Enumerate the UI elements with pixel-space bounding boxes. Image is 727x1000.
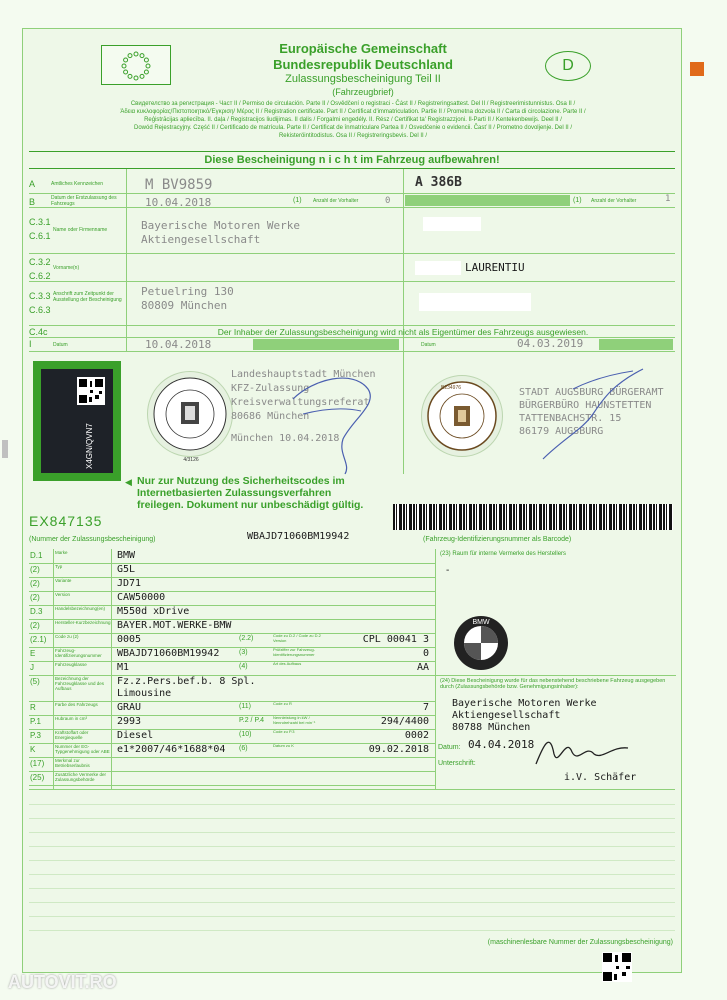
vehicle-row (29, 757, 435, 772)
row-code-c63: C.6.3 (29, 305, 51, 315)
vehicle-row-extra-code: (6) (239, 745, 248, 752)
vehicle-row-extra-value: 0002 (404, 730, 429, 741)
vehicle-row-extra-code: (3) (239, 649, 248, 656)
vehicle-row (29, 563, 435, 578)
vin-caption: (Fahrzeug-Identifizierungsnummer als Barcode) (423, 536, 572, 543)
vehicle-row-label: Kraftstoffart oder Energiequelle (55, 730, 89, 740)
row-code-a: A (29, 179, 36, 189)
registration-certificate (22, 28, 682, 973)
vehicle-row-value: 0005 (117, 634, 142, 645)
vehicle-row-label: Code zu (2) (55, 634, 79, 639)
vehicle-row-extra-code: (10) (239, 731, 252, 738)
vehicle-row-label: Zusätzliche Vermerke der Zulassungsbehörde (55, 772, 107, 782)
vehicle-row-extra-label: Code zu D.2 / Code zu D.2 Version (273, 634, 321, 643)
seal-augsburg (421, 375, 503, 457)
label-datum-left: Datum (53, 342, 68, 348)
title-certificate: Zulassungsbescheinigung Teil II (285, 73, 441, 85)
vehicle-row (29, 743, 435, 758)
vehicle-row-label: Bezeichnung der Fahrzeugklasse und des Aufbaus (55, 676, 105, 691)
vehicle-row-value: 2993 (117, 716, 142, 727)
vehicle-row-value: e1*2007/46*1688*04 (117, 744, 226, 755)
signatory-name: i.V. Schäfer (564, 772, 637, 783)
title-fahrzeugbrief: (Fahrzeugbrief) (332, 87, 394, 97)
manufacturer-box-24 (435, 675, 676, 790)
vehicle-row-code: K (30, 745, 36, 754)
vehicle-row-extra-value: AA (416, 662, 429, 673)
vehicle-row-label: Variante (55, 578, 72, 583)
security-text: Nur zur Nutzung des Sicherheitscodes im Internetbasierten Zulassungsverfahren freilegen. Dokument nur unbeschädigt gültig. (137, 475, 364, 511)
vehicle-row-label: Marke (55, 550, 68, 555)
vehicle-row (29, 771, 435, 786)
edge-mark-left (2, 440, 8, 458)
vehicle-row-code: (2) (30, 579, 40, 588)
row-code-i: I (29, 339, 32, 349)
stamp-left-line-3: Kreisverwaltungsreferat (231, 397, 370, 408)
vehicle-row (29, 577, 435, 592)
row-code-c32: C.3.2 (29, 257, 51, 267)
vehicle-row-value: BMW (117, 550, 136, 561)
svg-text:BMW: BMW (472, 619, 490, 626)
edge-mark-right (690, 62, 704, 76)
vehicle-row-label: Version (55, 592, 71, 597)
vehicle-row-code: (5) (30, 677, 40, 686)
box24-label: (24) Diese Bescheinigung wurde für das nebenstehend beschriebene Fahrzeug ausgegeben durch (Zulassungsbehörde bzw. Genehmigungsinhaber): (440, 678, 666, 690)
remarks-area (29, 789, 675, 940)
vehicle-row-extra-value: 294/4400 (380, 716, 429, 727)
issue-date-right: 04.03.2019 (517, 337, 584, 350)
vehicle-row-extra-value: 7 (422, 702, 429, 713)
eu-flag-icon (101, 45, 171, 85)
multilang-line-4: Dowód Rejestracyjny. Część II / Certificado de matrícula. Parte II / Certificat de înmatriculare Partea II / Osvedčenie o evidencii. Časť II / Prometno dovoljenje. Del II / (134, 125, 572, 131)
vehicle-row-label: Handelsbezeichnung(en) (55, 606, 106, 611)
vin-text: WBAJD71060BM19942 (247, 531, 350, 542)
row-code-c33: C.3.3 (29, 291, 51, 301)
vehicle-row-code: D.3 (30, 607, 43, 616)
manufacturer-signature-icon (532, 724, 632, 770)
label-erstzulassung: Datum der Erstzulassung des Fahrzeugs (51, 195, 117, 207)
vehicle-row-code: J (30, 663, 34, 672)
vehicle-row-label: Typ (55, 564, 63, 569)
security-arrow-icon: ◀ (125, 477, 132, 487)
manufacturer-date: 04.04.2018 (468, 738, 535, 751)
vehicle-row-extra-code: P.2 / P.4 (239, 717, 265, 724)
vehicle-row (29, 729, 435, 744)
vehicle-row-extra-value: CPL 00041 3 (362, 634, 429, 645)
vin-barcode-icon (393, 504, 673, 530)
vehicle-row-code: P.1 (30, 717, 41, 726)
stamp-right-line-1: STADT AUGSBURG BÜRGERAMT (519, 387, 664, 398)
row-code-b: B (29, 197, 36, 207)
machine-readable-caption: (maschinenlesbare Nummer der Zulassungsbescheinigung) (487, 939, 673, 946)
bmw-logo (453, 615, 509, 671)
warning-text: Diese Bescheinigung n i c h t im Fahrzeug aufbewahren! (204, 154, 500, 166)
box24-name-2: Aktiengesellschaft (452, 710, 561, 721)
holder-address-1: Petuelring 130 (141, 285, 234, 298)
label-anzahl-vorhalter-1: Anzahl der Vorhalter (313, 198, 359, 204)
vehicle-row-extra-label: Code zu P.3 (273, 730, 295, 734)
stamp-right-line-4: 86179 AUGSBURG (519, 426, 604, 437)
issue-date-left: 10.04.2018 (145, 338, 212, 351)
multilang-line-3: Reģistrācijas apliecība. II. daļa / Registracijos liudijimas. II dalis / Forgalmi engedély. II. Rész / Certifikat ta' Registrazzjoni. Il-Parti II / Kentekenbewijs. Deel II / (144, 117, 562, 123)
vehicle-row-value: M1 (117, 662, 130, 673)
vehicle-row (29, 715, 435, 730)
stamp-left-line-5: München 10.04.2018 (231, 433, 340, 444)
vehicle-row-value: WBAJD71060BM19942 (117, 648, 220, 659)
vehicle-row-label: Farbe des Fahrzeugs (55, 702, 98, 707)
vehicle-row-label: Fahrzeug-Identifizierungsnummer (55, 648, 102, 658)
box23-value: - (446, 565, 450, 576)
row-code-c61: C.6.1 (29, 231, 51, 241)
label-kennzeichen: Amtliches Kennzeichen (51, 181, 103, 187)
bottom-qr-icon (602, 952, 632, 982)
label-vorname: Vorname(n) (53, 265, 80, 271)
vehicle-row-value: CAW50000 (117, 592, 166, 603)
box23-label: (23) Raum für interne Vermerke des Herstellers (440, 551, 567, 557)
vehicle-row (29, 675, 435, 702)
vorhalter-count-1: 0 (385, 196, 391, 206)
vorhalter-count-2: 1 (665, 194, 671, 204)
vehicle-row-extra-label: Code zu R (273, 702, 292, 706)
signature-left-icon (273, 359, 383, 479)
vehicle-row (29, 591, 435, 606)
vehicle-row-code: (2) (30, 593, 40, 602)
seal-augsburg-number: B234976 (441, 385, 462, 391)
vehicle-row-label: Fahrzeugklasse (55, 662, 87, 667)
vehicle-row-value: JD71 (117, 578, 142, 589)
vehicle-row-code: E (30, 649, 36, 658)
vehicle-row-code: R (30, 703, 36, 712)
green-field-i-right (599, 339, 673, 350)
vehicle-row-code: (2) (30, 565, 40, 574)
vehicle-row-label: Nummer der EG-Typgenehmigung oder ABE (55, 744, 110, 754)
stamp-right-line-3: TATTENBACHSTR. 15 (519, 413, 622, 424)
watermark: AUTOVIT.RO (8, 972, 117, 992)
security-code-panel (33, 361, 121, 481)
redacted-firstname (415, 261, 461, 275)
vehicle-row-extra-label: Art des Aufbaus (273, 662, 302, 666)
stamp-left-line-4: 80686 München (231, 411, 310, 422)
b-num-2: (1) (573, 197, 582, 204)
holder-name-1: Bayerische Motoren Werke (141, 219, 300, 232)
country-code-oval: D (545, 51, 591, 81)
redacted-address (419, 293, 531, 311)
signature-right-icon (533, 359, 653, 469)
vehicle-row-extra-value: 0 (422, 648, 429, 659)
vehicle-row-extra-code: (11) (239, 703, 251, 710)
qr-code-icon (77, 377, 105, 405)
box24-city: 80788 München (452, 722, 531, 733)
certificate-number-caption: (Nummer der Zulassungsbescheinigung) (29, 536, 156, 543)
seal-munich (147, 371, 233, 457)
row-code-c4c: C.4c (29, 327, 48, 337)
security-label-code: X4GN/QVN7 (85, 423, 94, 469)
title-germany: Bundesrepublik Deutschland (273, 57, 453, 72)
vehicle-row (29, 701, 435, 716)
label-name: Name oder Firmenname (53, 227, 108, 233)
multilang-line-5: Rekisteröintitodistus. Osa II / Registreringsbevis. Del II / (278, 133, 428, 139)
certificate-number: EX847135 (29, 513, 103, 529)
warning-bar (29, 151, 675, 169)
seal-munich-number: 4/3126 (183, 457, 199, 463)
first-registration-date: 10.04.2018 (145, 196, 212, 209)
vehicle-row-code: (2) (30, 621, 40, 630)
title-eu: Europäische Gemeinschaft (279, 41, 447, 56)
vehicle-row (29, 605, 435, 620)
vehicle-row (29, 549, 435, 564)
vehicle-row (29, 633, 435, 648)
row-code-c31: C.3.1 (29, 217, 51, 227)
label-anschrift: Anschrift zum Zeitpunkt der Ausstellung der Bescheinigung (53, 291, 122, 303)
vehicle-row-code: P.3 (30, 731, 41, 740)
vehicle-row-code: (17) (30, 759, 45, 768)
holder-name-2: Aktiengesellschaft (141, 233, 261, 246)
vehicle-row-value: Diesel (117, 730, 154, 741)
signature-label: Unterschrift: (438, 760, 476, 767)
plate-right: A 386B (415, 175, 462, 190)
vehicle-row-extra-code: (4) (239, 663, 248, 670)
holder-firstname: LAURENTIU (465, 261, 525, 274)
vehicle-row-label: Hubraum in cm³ (55, 716, 88, 721)
vehicle-row-label: Hersteller-Kurzbezeichnung (55, 620, 111, 625)
multilang-line-1: Свидетелство за регистрация - Част II / Permiso de circulación. Parte II / Osvědčení o registraci - Část II / Registreringsattest. Del II / Registreerimistunnistus. Osa II / (130, 101, 576, 107)
vehicle-row-extra-label: Nennleistung in kW / Nenndrehzahl bei min⁻¹ (273, 716, 316, 725)
green-field-b (405, 195, 570, 206)
vehicle-row-value: BAYER.MOT.WERKE-BMW (117, 620, 232, 631)
vehicle-row-value-2: Limousine (117, 688, 172, 699)
c4c-notice: Der Inhaber der Zulassungsbescheinigung wird nicht als Eigentümer des Fahrzeugs ausgewiesen. (217, 327, 589, 337)
label-datum-right: Datum (421, 342, 436, 348)
redacted-name (423, 217, 481, 231)
holder-address-2: 80809 München (141, 299, 228, 312)
multilang-line-2: Άδεια κυκλοφορίας/Πιστοποιητικό/Έγκριση/ Μέρος II / Registration certificate. Part II / Certificat d'immatriculation. Partie II / Prometna dozvola II / Carta di circolazione. Parte II / (120, 109, 586, 115)
plate-left: M BV9859 (145, 177, 213, 193)
stamp-left-line-2: KFZ-Zulassung (231, 383, 310, 394)
vehicle-row-value: Fz.z.Pers.bef.b. 8 Spl. (117, 676, 256, 687)
b-num-1: (1) (293, 197, 302, 204)
label-anzahl-vorhalter-2: Anzahl der Vorhalter (591, 198, 637, 204)
vehicle-row (29, 619, 435, 634)
vehicle-row-code: (2.1) (30, 635, 47, 644)
vehicle-row-value: GRAU (117, 702, 142, 713)
vehicle-row-value: G5L (117, 564, 136, 575)
green-field-i (253, 339, 399, 350)
stamp-right-line-2: BÜRGERBÜRO HAUNSTETTEN (519, 400, 652, 411)
vehicle-row-extra-value: 09.02.2018 (368, 744, 429, 755)
vehicle-row-code: D.1 (30, 551, 43, 560)
vehicle-row-extra-label: Prüfziffer zur Fahrzeug-Identifizierungsnummer (273, 648, 315, 657)
vehicle-row-extra-code: (2.2) (239, 635, 254, 642)
row-code-c62: C.6.2 (29, 271, 51, 281)
vehicle-row (29, 661, 435, 676)
date-label: Datum: (438, 744, 461, 751)
security-sticker (41, 369, 113, 473)
vehicle-row-code: (25) (30, 773, 45, 782)
vehicle-row-value: M550d xDrive (117, 606, 190, 617)
vehicle-row-extra-label: Datum zu K (273, 744, 294, 748)
vehicle-row (29, 647, 435, 662)
box24-name-1: Bayerische Motoren Werke (452, 698, 597, 709)
vehicle-row-label: Merkmal zur Betriebserlaubnis (55, 758, 90, 768)
stamp-left-line-1: Landeshauptstadt München (231, 369, 376, 380)
